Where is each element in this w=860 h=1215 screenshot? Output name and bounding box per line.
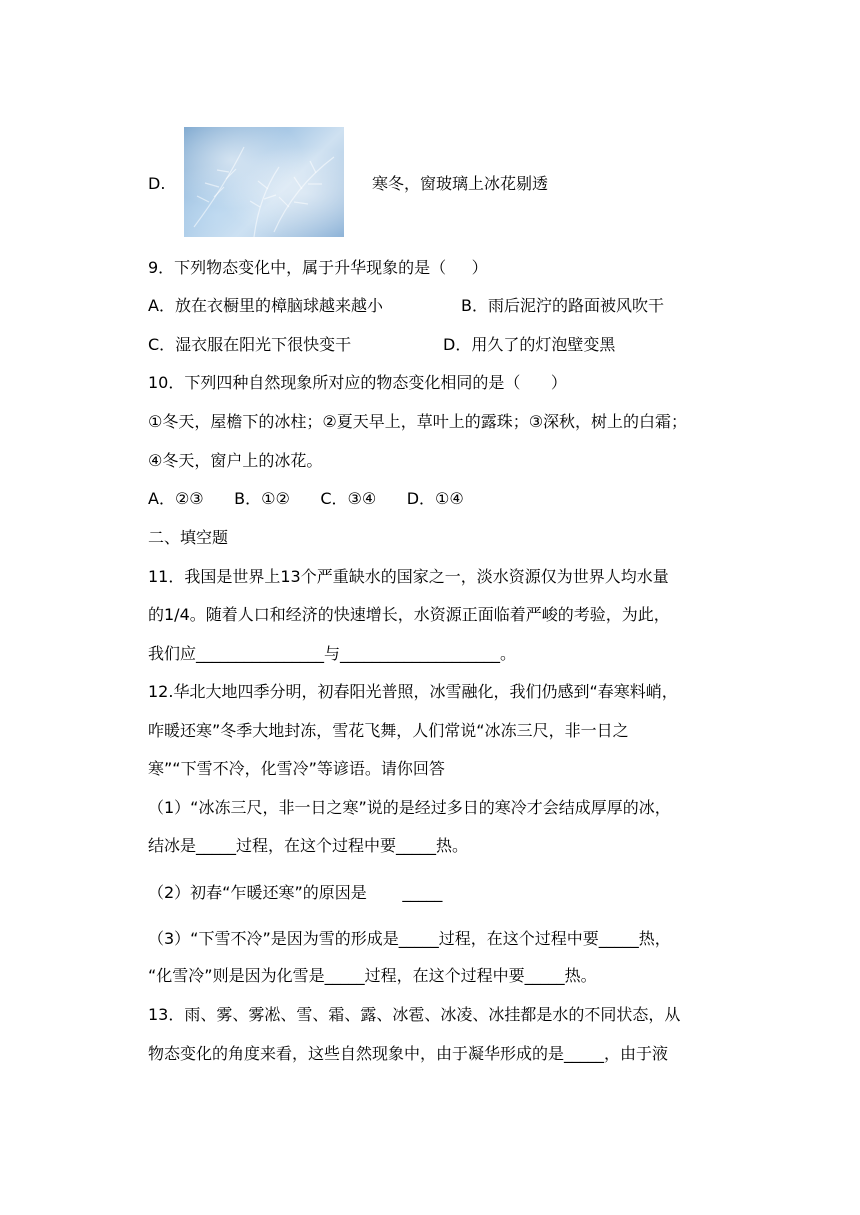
q12-line3: 寒”“下雪不冷，化雪冷”等谚语。请你回答 [148,759,445,778]
q10-options: A．②③ B．①② C．③④ D．①④ [148,489,464,508]
q12-sub3-line1: （3）“下雪不冷”是因为雪的形成是_____过程，在这个过程中要_____热， [148,929,671,948]
q12-sub1-line1: （1）“冰冻三尺，非一日之寒”说的是经过多日的寒冷才会结成厚厚的冰， [148,798,671,817]
q9-option-a: A．放在衣橱里的樟脑球越来越小 [148,296,383,315]
q11-line2: 的1/4。随着人口和经济的快速增长，水资源正面临着严峻的考验，为此， [148,605,670,624]
q12-line1: 12.华北大地四季分明，初春阳光普照，冰雪融化，我们仍感到“春寒料峭， [148,682,678,701]
q9-option-b: B．雨后泥泞的路面被风吹干 [461,296,664,315]
section-title: 二、填空题 [148,528,229,547]
q9-stem: 9．下列物态变化中，属于升华现象的是（ ） [148,258,488,277]
q12-sub2: （2）初春“乍暖还寒”的原因是 _____ [148,883,443,902]
q13-line2: 物态变化的角度来看，这些自然现象中，由于凝华形成的是_____，由于液 [148,1044,669,1063]
q10-line2: ④冬天，窗户上的冰花。 [148,451,323,470]
q12-sub1-line2: 结冰是_____过程，在这个过程中要_____热。 [148,836,469,855]
q13-line1: 13．雨、雾、雾凇、雪、霜、露、冰雹、冰凌、冰挂都是水的不同状态，从 [148,1005,681,1024]
frost-pattern-icon [184,127,344,237]
q11-line3: 我们应________________与____________________。 [148,644,517,663]
q9-option-c: C．湿衣服在阳光下很快变干 [148,335,352,354]
q10-line1: ①冬天，屋檐下的冰柱；②夏天早上，草叶上的露珠；③深秋，树上的白霜； [148,412,688,431]
option-d-caption: 寒冬，窗玻璃上冰花剔透 [372,174,549,193]
option-d-label: D. [148,174,166,193]
frost-window-image [184,127,344,237]
q12-line2: 咋暖还寒”冬季大地封冻，雪花飞舞，人们常说“冰冻三尺，非一日之 [148,721,629,740]
q9-option-d: D．用久了的灯泡壁变黑 [443,335,616,354]
q10-stem: 10．下列四种自然现象所对应的物态变化相同的是（ ） [148,373,567,392]
q11-line1: 11．我国是世界上13个严重缺水的国家之一，淡水资源仅为世界人均水量 [148,567,669,586]
q12-sub3-line2: “化雪冷”则是因为化雪是_____过程，在这个过程中要_____热。 [148,966,597,985]
